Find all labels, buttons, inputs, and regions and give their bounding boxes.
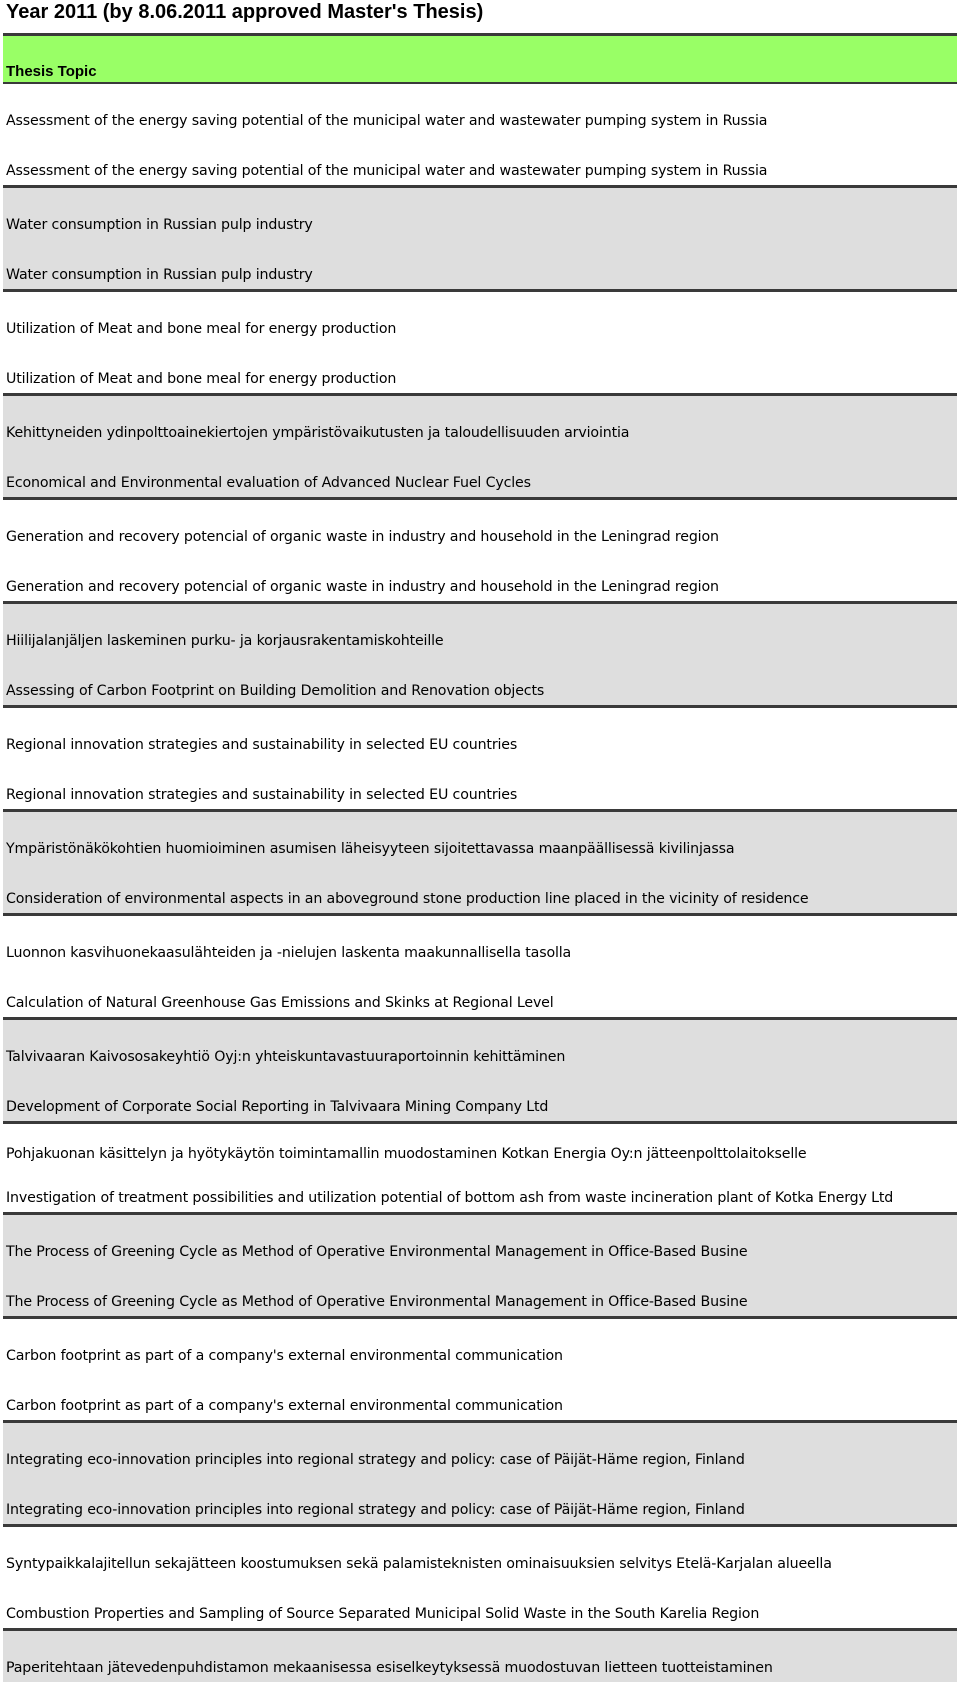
table-row	[3, 1266, 957, 1317]
table-row	[3, 1124, 957, 1168]
thesis-topic-cell: Combustion Properties and Sampling of Source Separated Municipal Solid Waste in the South Karelia Region	[6, 1606, 760, 1622]
thesis-topic-cell: Luonnon kasvihuonekaasulähteiden ja -nielujen laskenta maakunnallisella tasolla	[6, 944, 572, 961]
table-row	[3, 188, 957, 239]
thesis-topic-cell: Investigation of treatment possibilities and utilization potential of bottom ash from waste incineration plant of Kotka Energy Ltd	[6, 1190, 894, 1206]
thesis-table	[3, 33, 957, 1682]
table-row-group	[3, 1423, 957, 1527]
table-row	[3, 604, 957, 655]
table-row	[3, 135, 957, 186]
table-row-group	[3, 812, 957, 916]
table-row-group	[3, 1631, 957, 1682]
thesis-topic-cell: Assessment of the energy saving potential of the municipal water and wastewater pumping system in Russia	[6, 112, 768, 129]
table-row-group	[3, 500, 957, 604]
table-row	[3, 343, 957, 394]
table-row	[3, 1527, 957, 1578]
table-row	[3, 447, 957, 498]
table-row	[3, 1370, 957, 1421]
thesis-topic-cell: Consideration of environmental aspects in an aboveground stone production line placed in the vicinity of residence	[6, 891, 809, 907]
table-row	[3, 1071, 957, 1122]
thesis-topic-cell: The Process of Greening Cycle as Method of Operative Environmental Management in Office-Based Busine	[6, 1294, 748, 1310]
thesis-topic-cell: Paperitehtaan jätevedenpuhdistamon mekaanisessa esiselkeytyksessä muodostuvan lietteen tuotteistaminen	[6, 1659, 773, 1676]
thesis-topic-cell: Calculation of Natural Greenhouse Gas Emissions and Skinks at Regional Level	[6, 995, 554, 1011]
thesis-topic-cell: Regional innovation strategies and sustainability in selected EU countries	[6, 787, 518, 803]
thesis-topic-cell: Kehittyneiden ydinpolttoainekiertojen ympäristövaikutusten ja taloudellisuuden arviointia	[6, 424, 630, 441]
table-row	[3, 239, 957, 290]
table-row	[3, 967, 957, 1018]
thesis-topic-cell: Syntypaikkalajitellun sekajätteen koostumuksen sekä palamisteknisten ominaisuuksien selvitys Etelä-Karjalan alueella	[6, 1555, 832, 1572]
table-row	[3, 551, 957, 602]
thesis-topic-cell: Talvivaaran Kaivososakeyhtiö Oyj:n yhteiskuntavastuuraportoinnin kehittäminen	[6, 1048, 566, 1065]
thesis-topic-cell: Generation and recovery potencial of organic waste in industry and household in the Leningrad region	[6, 528, 719, 545]
table-row-group	[3, 1319, 957, 1423]
thesis-topic-cell: Assessment of the energy saving potential of the municipal water and wastewater pumping system in Russia	[6, 163, 768, 179]
thesis-topic-cell: Water consumption in Russian pulp industry	[6, 267, 313, 283]
table-row	[3, 1319, 957, 1370]
table-row	[3, 916, 957, 967]
table-row-group	[3, 396, 957, 500]
thesis-topic-cell: Generation and recovery potencial of organic waste in industry and household in the Leningrad region	[6, 579, 719, 595]
thesis-topic-cell: Assessing of Carbon Footprint on Building Demolition and Renovation objects	[6, 683, 545, 699]
table-body	[3, 84, 957, 1682]
table-row-group	[3, 84, 957, 188]
table-row	[3, 1020, 957, 1071]
table-row	[3, 1215, 957, 1266]
table-row-group	[3, 916, 957, 1020]
thesis-topic-cell: Water consumption in Russian pulp industry	[6, 216, 313, 233]
table-row-group	[3, 292, 957, 396]
thesis-topic-cell: Integrating eco-innovation principles into regional strategy and policy: case of Päijät-Häme region, Finland	[6, 1451, 745, 1468]
thesis-topic-cell: Integrating eco-innovation principles into regional strategy and policy: case of Päijät-Häme region, Finland	[6, 1502, 745, 1518]
table-row	[3, 1578, 957, 1629]
thesis-topic-cell: Utilization of Meat and bone meal for energy production	[6, 371, 397, 387]
table-row	[3, 84, 957, 135]
table-row	[3, 1631, 957, 1682]
thesis-topic-cell: Pohjakuonan käsittelyn ja hyötykäytön toimintamallin muodostaminen Kotkan Energia Oy:n jätteenpolttolaitokselle	[6, 1146, 807, 1162]
table-row-group	[3, 1020, 957, 1124]
thesis-topic-cell: Carbon footprint as part of a company's external environmental communication	[6, 1347, 563, 1364]
thesis-topic-cell: Regional innovation strategies and sustainability in selected EU countries	[6, 736, 518, 753]
thesis-topic-cell: The Process of Greening Cycle as Method of Operative Environmental Management in Office-Based Busine	[6, 1243, 748, 1260]
table-row-group	[3, 188, 957, 292]
table-row	[3, 292, 957, 343]
thesis-topic-cell: Utilization of Meat and bone meal for energy production	[6, 320, 397, 337]
thesis-topic-cell: Development of Corporate Social Reporting in Talvivaara Mining Company Ltd	[6, 1099, 549, 1115]
column-header-thesis-topic: Thesis Topic	[6, 63, 97, 80]
table-row	[3, 759, 957, 810]
table-row	[3, 708, 957, 759]
thesis-topic-cell: Carbon footprint as part of a company's external environmental communication	[6, 1398, 563, 1414]
table-row-group	[3, 604, 957, 708]
table-row	[3, 655, 957, 706]
thesis-topic-cell: Hiilijalanjäljen laskeminen purku- ja korjausrakentamiskohteille	[6, 632, 444, 649]
page-title: Year 2011 (by 8.06.2011 approved Master's Thesis)	[6, 1, 484, 23]
table-row-group	[3, 1124, 957, 1215]
table-row	[3, 863, 957, 914]
table-row	[3, 1423, 957, 1474]
thesis-topic-cell: Ympäristönäkökohtien huomioiminen asumisen läheisyyteen sijoitettavassa maanpäällisessä kivilinjassa	[6, 840, 735, 857]
table-row	[3, 1168, 957, 1212]
table-row-group	[3, 1527, 957, 1631]
table-header-row	[3, 36, 957, 84]
thesis-topic-cell: Economical and Environmental evaluation of Advanced Nuclear Fuel Cycles	[6, 475, 531, 491]
table-row	[3, 396, 957, 447]
table-row	[3, 1474, 957, 1525]
table-row	[3, 500, 957, 551]
table-row	[3, 812, 957, 863]
table-row-group	[3, 708, 957, 812]
table-row-group	[3, 1215, 957, 1319]
